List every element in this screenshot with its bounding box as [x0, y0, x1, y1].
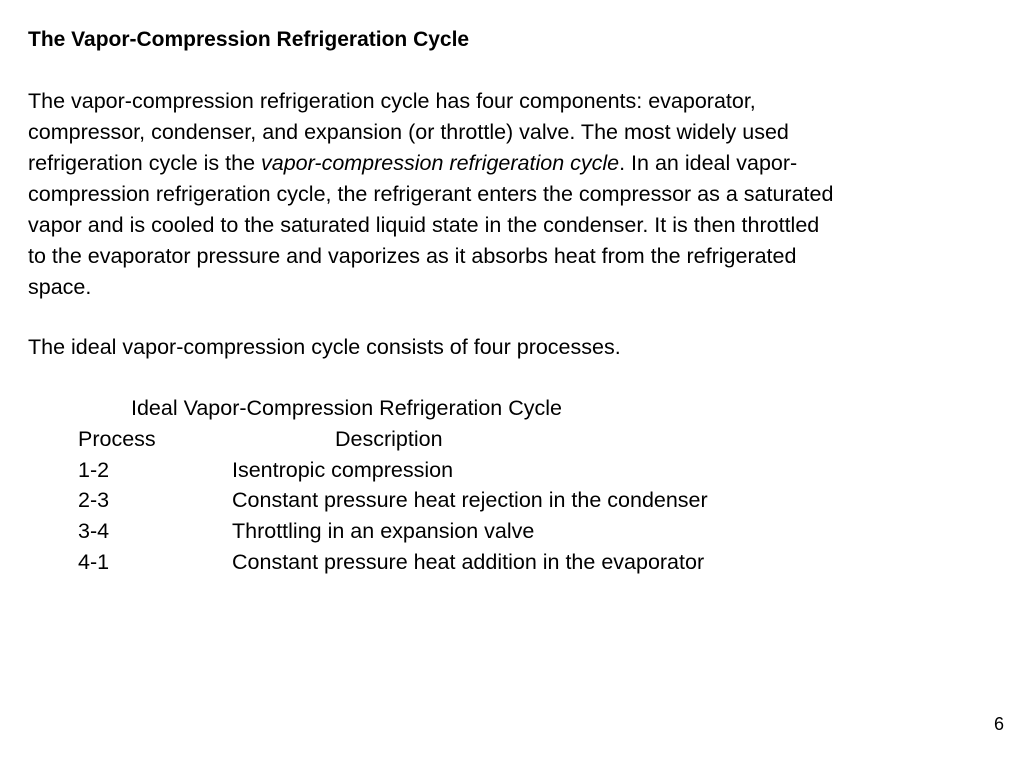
intro-paragraph	[28, 86, 1008, 303]
intro-line: to the evaporator pressure and vaporizes as it absorbs heat from the refrigerated	[28, 244, 797, 268]
table-caption: Ideal Vapor-Compression Refrigeration Cycle	[131, 396, 562, 420]
process-description: Constant pressure heat addition in the evaporator	[232, 549, 705, 574]
intro-line	[28, 148, 1008, 179]
intro-text: refrigeration cycle is the	[28, 151, 262, 175]
process-id: 2-3	[78, 488, 110, 513]
intro-line: compressor, condenser, and expansion (or throttle) valve. The most widely used	[28, 120, 789, 144]
process-id: 3-4	[78, 519, 110, 544]
intro-line: The vapor-compression refrigeration cycle has four components: evaporator,	[28, 89, 756, 113]
intro-text: . In an ideal vapor-	[619, 151, 798, 175]
intro-line: space.	[28, 275, 92, 299]
italic-term: vapor-compression refrigeration cycle	[261, 151, 620, 175]
intro-line: compression refrigeration cycle, the refrigerant enters the compressor as a saturated	[28, 182, 834, 206]
page-number: 6	[993, 714, 1004, 734]
process-id: 4-1	[78, 549, 110, 574]
intro-line: vapor and is cooled to the saturated liquid state in the condenser. It is then throttled	[28, 213, 820, 237]
header-process: Process	[78, 427, 156, 451]
process-description: Isentropic compression	[232, 457, 454, 482]
slide-title: The Vapor-Compression Refrigeration Cycle	[28, 28, 470, 51]
processes-sentence: The ideal vapor-compression cycle consists of four processes.	[28, 335, 621, 359]
process-description: Throttling in an expansion valve	[232, 519, 535, 544]
process-id: 1-2	[78, 457, 110, 482]
process-description: Constant pressure heat rejection in the condenser	[232, 488, 708, 513]
header-description: Description	[335, 427, 443, 451]
